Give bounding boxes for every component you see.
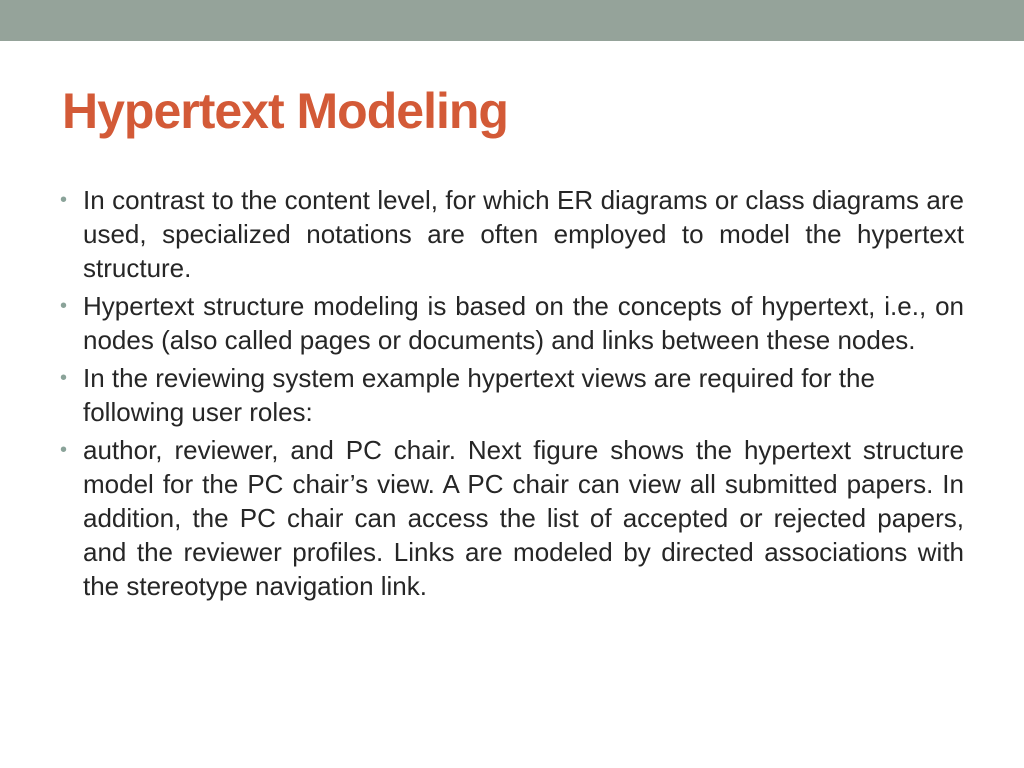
bullet-dot-icon: • (60, 439, 68, 461)
bullet-list (60, 183, 964, 607)
bullet-item (60, 289, 964, 357)
bullet-text: Hypertext structure modeling is based on the concepts of hypertext, i.e., on nodes (also called pages or documents) and links between these nodes. (83, 291, 964, 355)
bullet-dot-icon: • (60, 295, 68, 317)
bullet-item (60, 183, 964, 285)
bullet-dot-icon: • (60, 189, 68, 211)
bullet-text: In contrast to the content level, for which ER diagrams or class diagrams are used, specialized notations are often employed to model the hypertext structure. (83, 185, 964, 283)
slide-title: Hypertext Modeling (62, 83, 508, 139)
bullet-text: In the reviewing system example hypertext views are required for the following user roles: (83, 363, 875, 427)
bullet-item (60, 361, 964, 429)
bullet-dot-icon: • (60, 367, 68, 389)
bullet-text: author, reviewer, and PC chair. Next figure shows the hypertext structure model for the PC chair’s view. A PC chair can view all submitted papers. In addition, the PC chair can access the list of accepted or rejected papers, and the reviewer profiles. Links are modeled by directed associations with the stereotype navigation link. (83, 435, 964, 601)
bullet-item (60, 433, 964, 603)
top-band (0, 0, 1024, 41)
